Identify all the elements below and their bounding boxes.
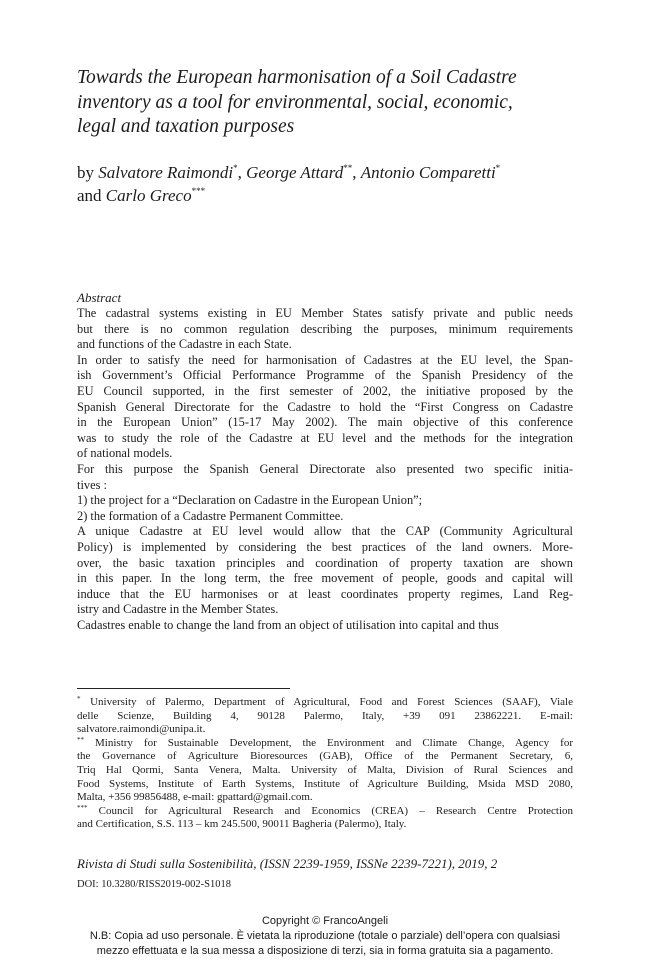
copyright-line: Copyright © FrancoAngeli [261,915,389,927]
author-separator: , [237,163,247,182]
author-line [77,161,573,184]
footnote-line [77,723,573,737]
abstract-line: Cadastres enable to change the land from an object of utilisation into capital and thus [77,617,499,632]
doi-line: DOI: 10.3280/RISS2019-002-S1018 [77,879,232,890]
abstract-line: Policy) is implemented by considering the best practices of the land owners. More- [77,539,573,554]
footnote-text: Ministry for Sustainable Development, the Environment and Climate Change, Agency for [84,736,573,749]
abstract-line: For this purpose the Spanish General Directorate also presented two specific initia- [77,461,573,476]
author-and: and [77,186,106,205]
abstract-line: A unique Cadastre at EU level would allow that the CAP (Community Agricultural [77,524,573,539]
footnote-text: Council for Agricultural Research and Economics (CREA) – Research Centre Protection [87,804,573,817]
abstract-line: ish Government’s Official Performance Programme of the Spanish Presidency of the [77,368,573,383]
copyright-notice [0,914,650,959]
author-list [77,161,573,207]
abstract-line: 2) the formation of a Cadastre Permanent Committee. [77,508,344,523]
abstract-heading: Abstract [77,290,122,305]
footnote-line [77,696,573,710]
abstract-line: istry and Cadastre in the Member States. [77,602,279,617]
author-name: Carlo Greco [105,186,192,205]
abstract-section [77,290,573,633]
abstract-line: in this paper. In the long term, the free movement of people, goods and capital will [77,571,573,586]
abstract-line: but there is no common regulation describing the purposes, minimum requirements [77,321,573,336]
abstract-body [77,306,573,633]
footnote-mark: * [77,696,81,703]
journal-citation: Rivista di Studi sulla Sostenibilità, (ISSN 2239-1959, ISSNe 2239-7221), 2019, 2 [77,856,498,871]
footnote-text: salvatore.raimondi@unipa.it. [77,723,206,736]
abstract-line: was to study the role of the Cadastre at EU level and the methods for the integration [77,430,573,445]
abstract-line: of national models. [77,446,173,461]
copyright-line: N.B: Copia ad uso personale. È vietata la riproduzione (totale o parziale) dell’opera con qualsiasi [89,930,561,942]
abstract-line: In order to satisfy the need for harmonisation of Cadastres at the EU level, the Span- [77,352,573,367]
author-name: Antonio Comparetti [360,163,496,182]
footnote-text: delle Scienze, Building 4, 90128 Palermo, Italy, +39 091 23862221. E-mail: [77,709,573,722]
title-line: legal and taxation purposes [77,116,295,137]
abstract-line: EU Council supported, in the first semester of 2002, the initiative proposed by the [77,383,573,398]
author-name: Salvatore Raimondi [98,163,234,182]
footnote-divider [77,688,290,689]
footnote-line [77,805,573,819]
footnote-line [77,791,573,805]
footnote-line [77,778,573,792]
footnote-line [77,750,573,764]
copyright-line: mezzo effettuata e la sua messa a disposizione di terzi, sia in forma gratuita sia a pagamento. [96,945,554,957]
footnote-line [77,710,573,724]
author-affiliation-mark: * [495,163,501,173]
abstract-line: induce that the EU harmonises or at least coordinates property regimes, Land Reg- [77,586,573,601]
author-name: George Attard [246,163,344,182]
author-affiliation-mark: ** [343,163,353,173]
author-by: by [77,163,99,182]
abstract-line: over, the basic taxation principles and coordination of property taxation are shown [77,555,573,570]
abstract-line: 1) the project for a “Declaration on Cadastre in the European Union”; [77,493,423,508]
footnote-text: Food Systems, Institute of Earth Systems, Institute of Agriculture Building, Msida MSD 2080, [77,777,573,790]
abstract-line: in the European Union” (15-17 May 2002). The main objective of this conference [77,415,573,430]
author-affiliation-mark: * [233,163,238,173]
abstract-line: The cadastral systems existing in EU Member States satisfy private and public needs [77,306,573,320]
footnote-line [77,818,573,832]
footnote-text: the Governance of Agriculture Bioresources (GAB), Office of the Permanent Secretary, 6, [77,750,573,763]
abstract-line: tives : [77,477,107,492]
author-line [77,184,573,207]
footnote-text: Triq Hal Qormi, Santa Venera, Malta. University of Malta, Division of Rural Sciences and [77,763,573,776]
title-line: inventory as a tool for environmental, social, economic, [77,91,513,113]
abstract-line: Spanish General Directorate for the Cadastre to hold the “First Congress on Cadastre [77,399,573,414]
author-separator: , [352,163,361,182]
article-title [77,66,573,140]
author-affiliation-mark: *** [191,186,206,196]
footnote-mark: *** [77,804,88,812]
abstract-line: and functions of the Cadastre in each State. [77,337,292,352]
footnote-text: Malta, +356 99856488, e-mail: gpattard@gmail.com. [77,791,313,804]
footnote-line [77,737,573,751]
footnote-line [77,764,573,778]
footnotes [77,696,573,832]
footnote-mark: ** [77,736,84,744]
footnote-text: University of Palermo, Department of Agricultural, Food and Forest Sciences (SAAF), Viale [80,696,573,708]
title-line: Towards the European harmonisation of a Soil Cadastre [77,67,517,88]
footnote-text: and Certification, S.S. 113 – km 245.500, 90011 Bagheria (Palermo), Italy. [77,818,407,831]
